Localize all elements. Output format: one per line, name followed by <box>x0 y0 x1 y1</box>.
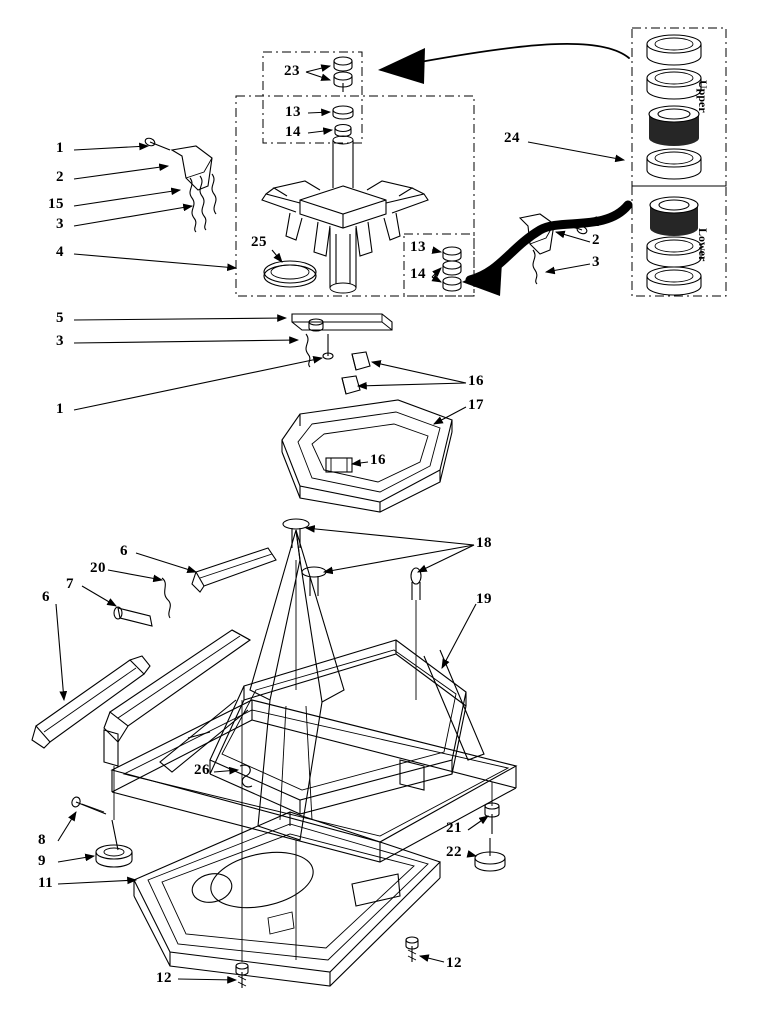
callout-number: 16 <box>468 373 484 389</box>
callout-number: 9 <box>38 853 46 869</box>
suspension-frame-17 <box>282 352 452 512</box>
callout-number: 3 <box>56 216 64 232</box>
callout-number: 13 <box>285 104 301 120</box>
callout-number: 14 <box>285 124 301 140</box>
callout-number: 1 <box>592 214 600 230</box>
callout-number: 12 <box>156 970 172 986</box>
callout-number: 24 <box>504 130 520 146</box>
callout-number: 3 <box>592 254 600 270</box>
callout-number: 11 <box>38 875 54 891</box>
seal-kit-rings <box>634 35 724 295</box>
callout-number: 16 <box>370 452 386 468</box>
callout-number: 1 <box>56 401 64 417</box>
lower-bracket-5 <box>292 314 392 367</box>
callout-number: 7 <box>66 576 74 592</box>
callout-number: 6 <box>120 543 128 559</box>
pin-parts-18 <box>283 519 421 626</box>
callout-number: 13 <box>410 239 426 255</box>
callout-number: 6 <box>42 589 50 605</box>
callout-number: 17 <box>468 397 484 413</box>
callout-number: 12 <box>446 955 462 971</box>
dashed-group-boxes <box>236 28 726 296</box>
callout-number: 23 <box>284 63 300 79</box>
leader-lines <box>56 63 624 980</box>
callout-number: 15 <box>48 196 64 212</box>
callout-number: 2 <box>56 169 64 185</box>
callout-number: 19 <box>476 591 492 607</box>
callout-number: 14 <box>410 266 426 282</box>
callout-number: 26 <box>194 762 210 778</box>
callout-number: 4 <box>56 244 64 260</box>
group-label-upper: Upper <box>696 80 710 113</box>
group-label-lower: Lower <box>696 228 710 262</box>
callout-number: 1 <box>56 140 64 156</box>
callout-number: 18 <box>476 535 492 551</box>
callout-number: 20 <box>90 560 106 576</box>
callout-number: 21 <box>446 820 462 836</box>
callout-number: 22 <box>446 844 462 860</box>
callout-number: 5 <box>56 310 64 326</box>
clip-spring-left <box>144 137 216 232</box>
callout-number: 2 <box>592 232 600 248</box>
callout-number: 8 <box>38 832 46 848</box>
callout-number: 25 <box>251 234 267 250</box>
callout-number: 3 <box>56 333 64 349</box>
